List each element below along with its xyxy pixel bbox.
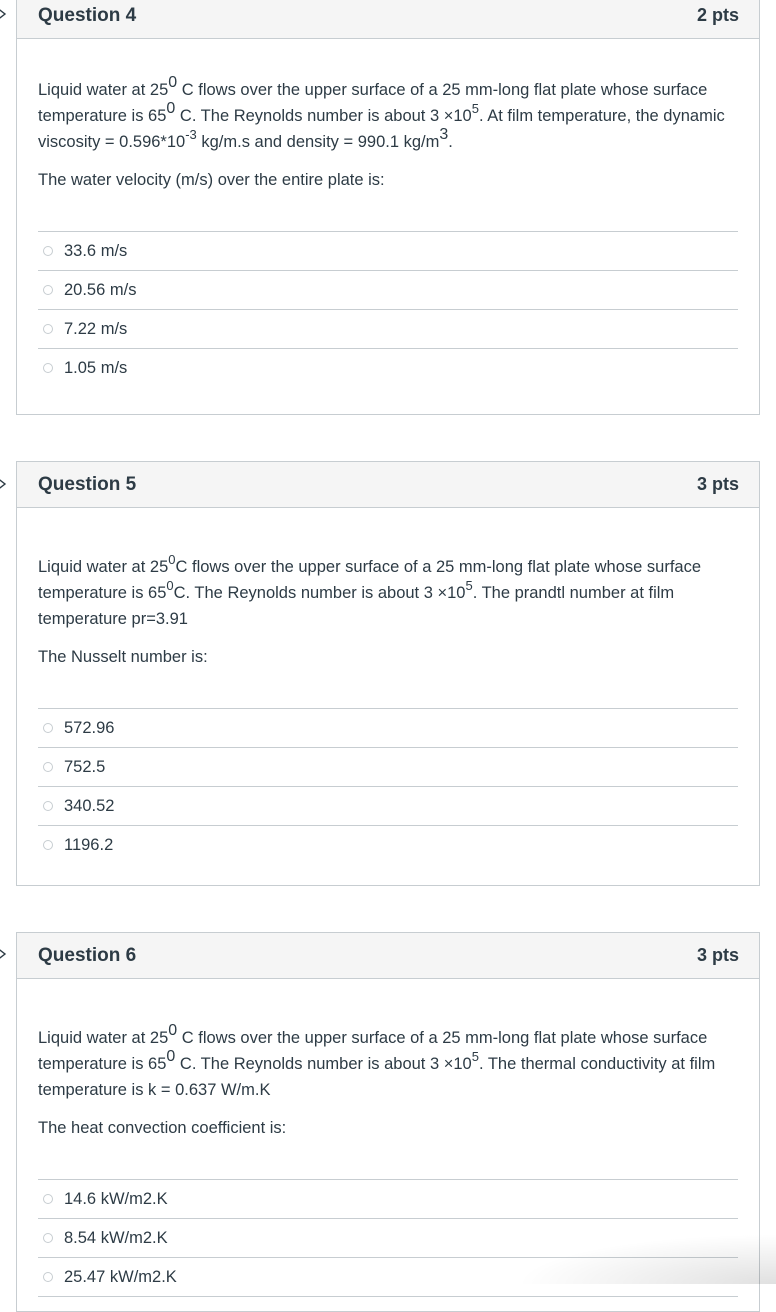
radio-button[interactable] — [43, 363, 53, 373]
question-prompt: The heat convection coefficient is: — [38, 1119, 287, 1137]
answer-option[interactable] — [38, 826, 738, 864]
question-5 — [16, 461, 760, 886]
answer-option[interactable] — [38, 748, 738, 787]
answer-label: 752.5 — [64, 757, 106, 776]
question-title: Question 5 — [38, 473, 137, 495]
answer-option[interactable] — [38, 310, 738, 349]
answer-label: 20.56 m/s — [64, 280, 137, 299]
question-header — [17, 933, 759, 979]
radio-button[interactable] — [43, 1194, 53, 1204]
question-points: 3 pts — [696, 945, 739, 965]
question-prompt: The water velocity (m/s) over the entire plate is: — [38, 171, 385, 189]
radio-button[interactable] — [43, 1233, 53, 1243]
answer-option[interactable] — [38, 709, 738, 748]
answer-label: 1196.2 — [64, 835, 114, 854]
question-title: Question 4 — [38, 4, 137, 26]
radio-button[interactable] — [43, 1272, 53, 1282]
answer-option[interactable] — [38, 232, 738, 271]
radio-button[interactable] — [43, 801, 53, 811]
answer-option[interactable] — [38, 1258, 738, 1297]
answer-option[interactable] — [38, 787, 738, 826]
answer-label: 340.52 — [64, 796, 115, 815]
question-text: Liquid water at $25^0C$ flows over the upper surface of a 25 mm-long flat plate whose surface temperature is $65^0C$. The Reynolds number is about $3 \times 10^5$. The prandtl number at film temperature pr=3.91 — [38, 551, 702, 628]
answer-label: 7.22 m/s — [64, 319, 128, 338]
question-header — [17, 462, 759, 508]
radio-button[interactable] — [43, 285, 53, 295]
radio-button[interactable] — [43, 324, 53, 334]
answer-label: 33.6 m/s — [64, 241, 128, 260]
radio-button[interactable] — [43, 762, 53, 772]
radio-button[interactable] — [43, 246, 53, 256]
question-text: Liquid water at $25^0$ C flows over the upper surface of a 25 mm-long flat plate whose surface temperature is $65^0$ C. The Reynolds number is about $3 \times 10^5$. At film temperature, the dynamic viscosity = $0.596*10^{-3}$ kg/m.s and density = 990.1 $kg/m^3$. — [38, 73, 725, 151]
answer-label: 572.96 — [64, 718, 115, 737]
answer-label: 14.6 kW/m2.K — [64, 1189, 168, 1208]
question-text: Liquid water at $25^0$ C flows over the upper surface of a 25 mm-long flat plate whose surface temperature is $65^0$ C. The Reynolds number is about $3 \times 10^5$. The thermal conductivity at film temperature is k = 0.637 W/m.K — [38, 1021, 716, 1099]
question-points: 2 pts — [696, 5, 739, 25]
answer-label: 8.54 kW/m2.K — [64, 1228, 168, 1247]
answer-option[interactable] — [38, 1180, 738, 1219]
question-points: 3 pts — [696, 474, 739, 494]
answer-option[interactable] — [38, 1219, 738, 1258]
answer-list — [38, 708, 738, 864]
question-prompt: The Nusselt number is: — [38, 648, 208, 666]
answer-option[interactable] — [38, 349, 738, 387]
question-title: Question 6 — [38, 944, 137, 966]
answer-label: 25.47 kW/m2.K — [64, 1267, 177, 1286]
flag-question-icon[interactable] — [0, 6, 8, 22]
radio-button[interactable] — [43, 723, 53, 733]
answer-label: 1.05 m/s — [64, 358, 128, 377]
answer-list — [38, 1179, 738, 1297]
answer-list — [38, 231, 738, 387]
flag-question-icon[interactable] — [0, 946, 8, 962]
radio-button[interactable] — [43, 840, 53, 850]
answer-option[interactable] — [38, 271, 738, 310]
question-header — [17, 0, 759, 39]
flag-question-icon[interactable] — [0, 476, 8, 492]
question-4 — [16, 0, 760, 415]
question-6 — [16, 932, 760, 1312]
